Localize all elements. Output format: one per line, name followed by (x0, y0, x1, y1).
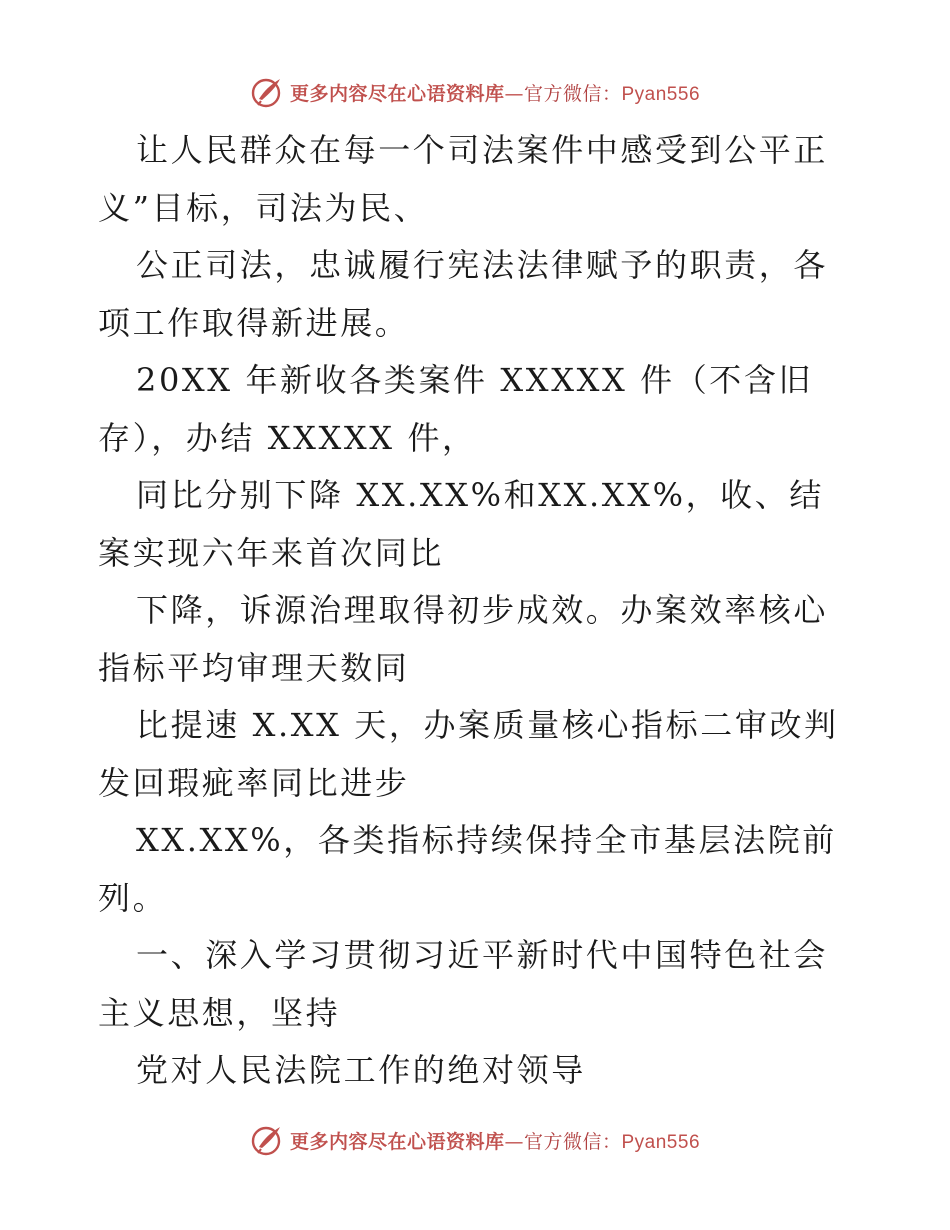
quill-logo-icon (250, 1123, 284, 1157)
paragraph-1: 让人民群众在每一个司法案件中感受到公平正义”目标，司法为民、 (98, 131, 829, 227)
paragraph-8: 一、深入学习贯彻习近平新时代中国特色社会主义思想，坚持 (98, 936, 829, 1032)
watermark-wechat-label: 官方微信： (523, 1130, 622, 1153)
watermark-text (290, 1127, 700, 1154)
paragraph-6: 比提速 X.XX 天，办案质量核心指标二审改判发回瑕疵率同比进步 (98, 706, 839, 802)
watermark-wechat-id: Pyan556 (621, 83, 701, 105)
watermark-wechat-id: Pyan556 (621, 1131, 701, 1153)
paragraph-2: 公正司法，忠诚履行宪法法律赋予的职责，各项工作取得新进展。 (98, 246, 829, 342)
watermark-brand: 更多内容尽在心语资料库 (289, 82, 505, 105)
watermark-brand: 更多内容尽在心语资料库 (289, 1130, 505, 1153)
paragraph-9: 党对人民法院工作的绝对领导 (136, 1051, 586, 1089)
paragraph-7: XX.XX%，各类指标持续保持全市基层法院前列。 (98, 821, 837, 917)
watermark-text (290, 79, 700, 106)
watermark-dash: — (504, 82, 524, 105)
document-body (98, 122, 858, 1100)
paragraph-5: 下降，诉源治理取得初步成效。办案效率核心指标平均审理天数同 (98, 591, 829, 687)
header-watermark (0, 72, 950, 112)
quill-logo-icon (250, 75, 284, 109)
watermark-dash: — (504, 1130, 524, 1153)
footer-watermark (0, 1120, 950, 1160)
paragraph-4: 同比分别下降 XX.XX%和XX.XX%，收、结案实现六年来首次同比 (98, 476, 824, 572)
watermark-wechat-label: 官方微信： (523, 82, 622, 105)
paragraph-3: 20XX 年新收各类案件 XXXXX 件（不含旧存），办结 XXXXX 件， (98, 361, 814, 457)
